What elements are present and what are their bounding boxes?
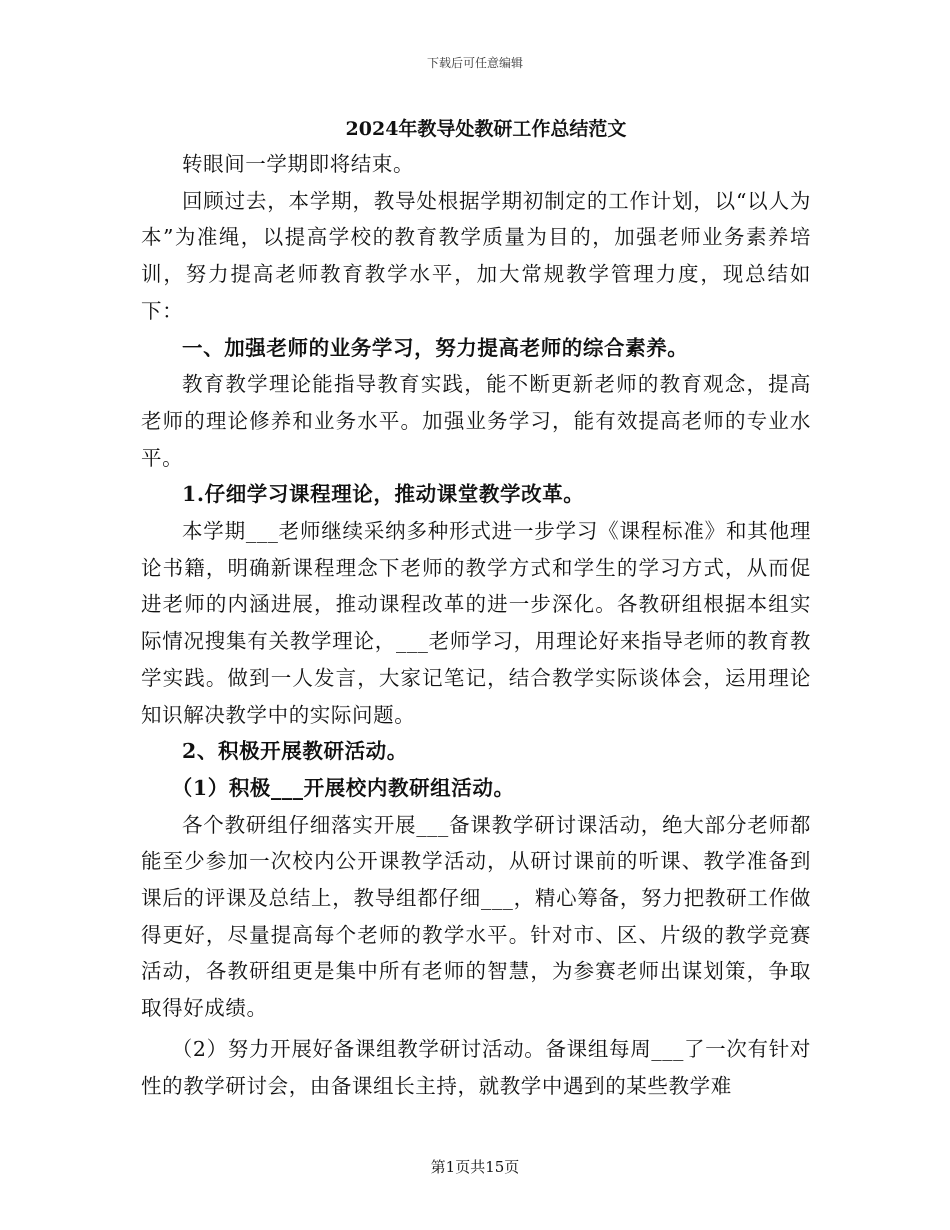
section-heading-1: 一、加强老师的业务学习，努力提高老师的综合素养。 [182,335,689,360]
document-body [141,112,811,1104]
paragraph-review: 回顾过去，本学期，教导处根据学期初制定的工作计划，以“以人为本”为准绳，以提高学校的教育教学质量为目的，加强老师业务素养培训，努力提高老师教育教学水平，加大常规教学管理力度，现总结如下： [141,188,811,323]
paragraph-teaching-groups: 各个教研组仔细落实开展___备课教学研讨课活动，绝大部分老师都能至少参加一次校内公开课教学活动，从研讨课前的听课、教学准备到课后的评课及总结上，教导组都仔细___，精心筹备，努力把教研工作做得更好，尽量提高每个老师的教学水平。针对市、区、片级的教学竞赛活动，各教研组更是集中所有老师的智慧，为参赛老师出谋划策，争取取得好成绩。 [141,812,811,1021]
subheading-1: 1.仔细学习课程理论，推动课堂教学改革。 [182,482,585,507]
subheading-2-1: （1）积极___开展校内教研组活动。 [171,775,515,800]
page-footer: 第1页共15页 [430,1158,520,1176]
paragraph-theory: 教育教学理论能指导教育实践，能不断更新老师的教育观念，提高老师的理论修养和业务水平。加强业务学习，能有效提高老师的专业水平。 [141,372,811,470]
document-title: 2024年教导处教研工作总结范文 [345,118,627,140]
paragraph-curriculum: 本学期___老师继续采纳多种形式进一步学习《课程标准》和其他理论书籍，明确新课程理念下老师的教学方式和学生的学习方式，从而促进老师的内涵进展，推动课程改革的进一步深化。各教研组根据本组实际情况搜集有关教学理论，___老师学习，用理论好来指导老师的教育教学实践。做到一人发言，大家记笔记，结合教学实际谈体会，运用理论知识解决教学中的实际问题。 [141,519,811,727]
subheading-2: 2、积极开展教研活动。 [182,739,408,764]
paragraph-lesson-groups: （2）努力开展好备课组教学研讨活动。备课组每周___了一次有针对性的教学研讨会，由备课组长主持，就教学中遇到的某些教学难 [141,1036,811,1098]
paragraph-intro: 转眼间一学期即将结束。 [182,152,415,176]
page-header: 下载后可任意编辑 [426,56,523,70]
